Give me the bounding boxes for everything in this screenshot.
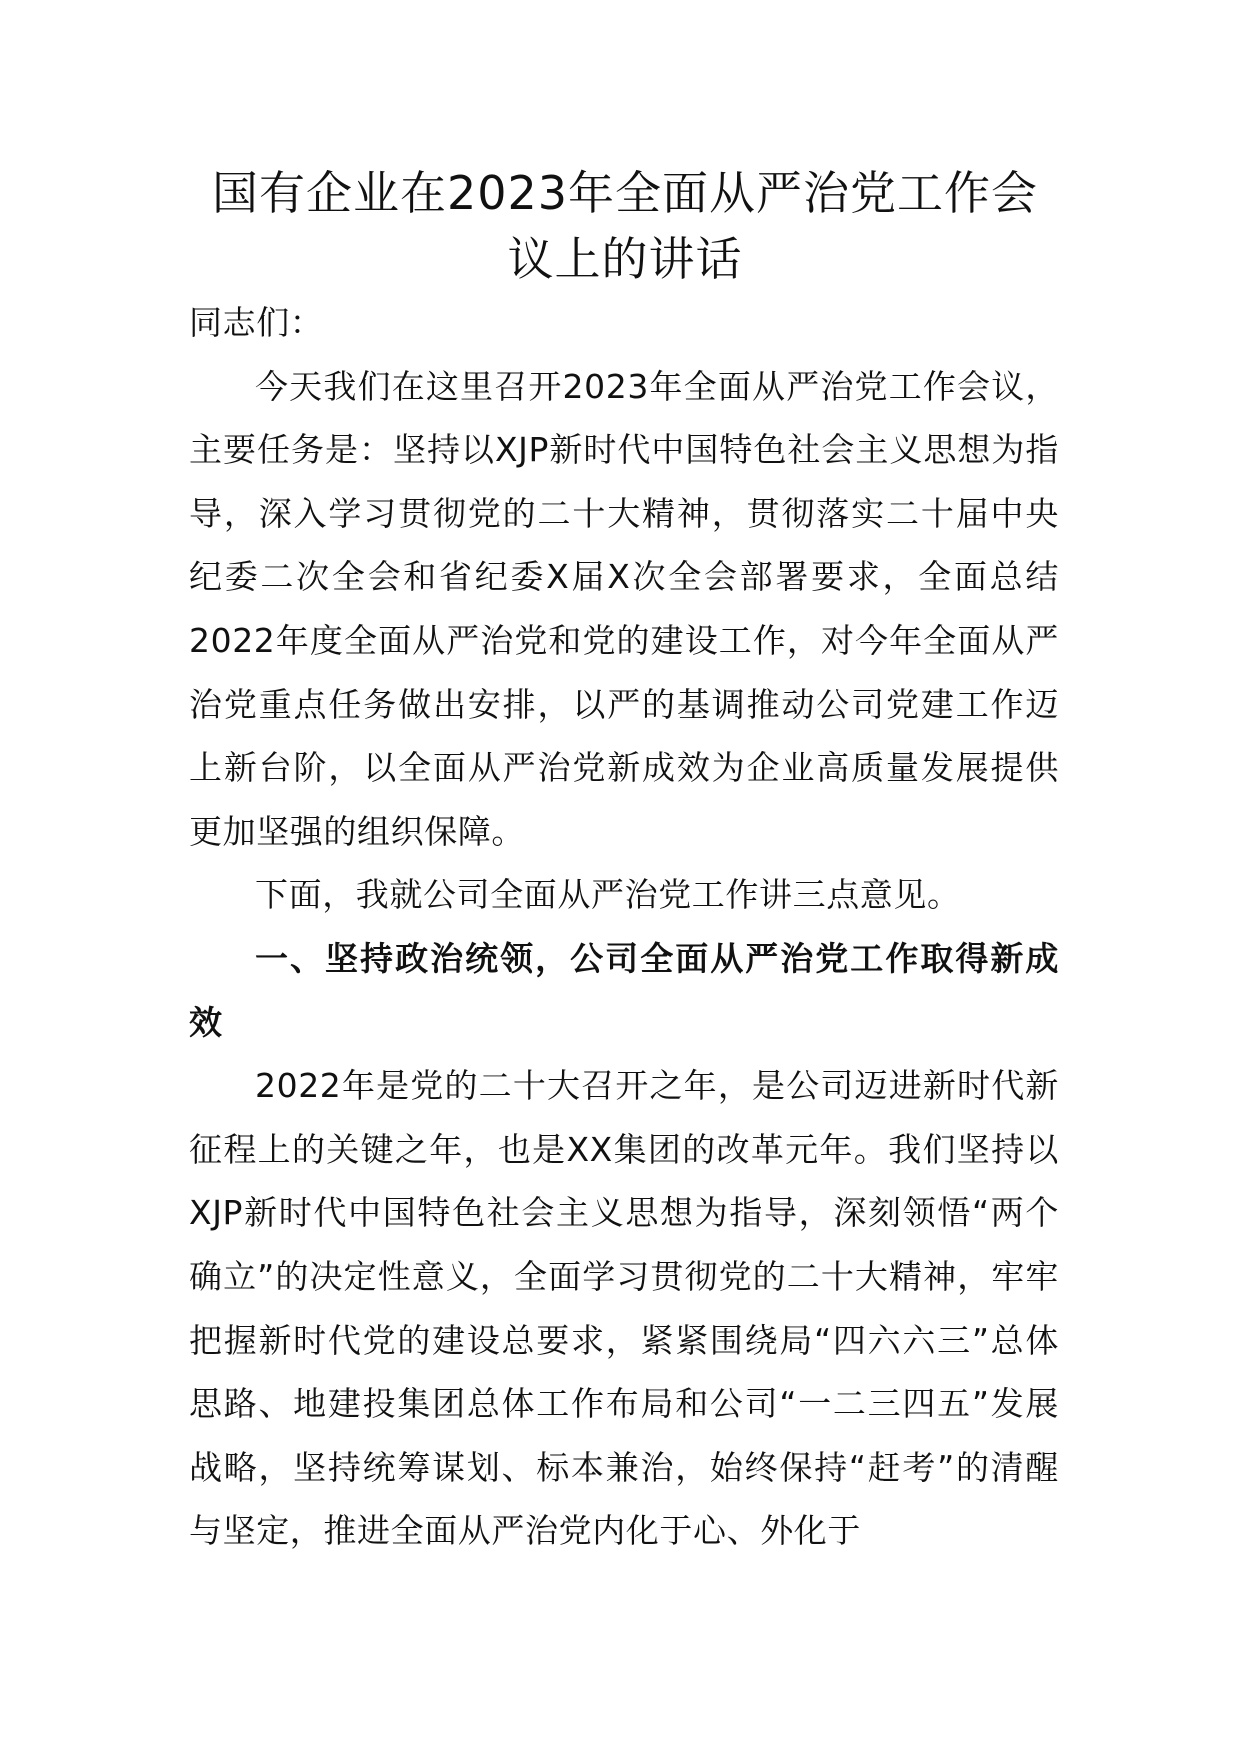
salutation: 同志们：	[189, 303, 324, 342]
paragraph-transition: 下面，我就公司全面从严治党工作讲三点意见。	[255, 875, 961, 915]
paragraph-intro: 今天我们在这里召开2023年全面从严治党工作会议，主要任务是：坚持以XJP新时代中国特色社会主义思想为指导，深入学习贯彻党的二十大精神，贯彻落实二十届中央纪委二次全会和省纪委X届X次全会部署要求，全面总结2022年度全面从严治党和党的建设工作，对今年全面从严治党重点任务做出安排，以严的基调推动公司党建工作迈上新台阶，以全面从严治党新成效为企业高质量发展提供更加坚强的组织保障。	[189, 366, 1059, 851]
document-title: 国有企业在2023年全面从严治党工作会议上的讲话	[211, 166, 1039, 286]
document-body	[189, 291, 1059, 1563]
section-1-paragraph: 2022年是党的二十大召开之年，是公司迈进新时代新征程上的关键之年，也是XX集团的改革元年。我们坚持以XJP新时代中国特色社会主义思想为指导，深刻领悟“两个确立”的决定性意义，全面学习贯彻党的二十大精神，牢牢把握新时代党的建设总要求，紧紧围绕局“四六六三”总体思路、地建投集团总体工作布局和公司“一二三四五”发展战略，坚持统筹谋划、标本兼治，始终保持“赶考”的清醒与坚定，推进全面从严治党内化于心、外化于	[189, 1066, 1059, 1551]
section-heading-1: 一、坚持政治统领，公司全面从严治党工作取得新成效	[189, 938, 1059, 1042]
